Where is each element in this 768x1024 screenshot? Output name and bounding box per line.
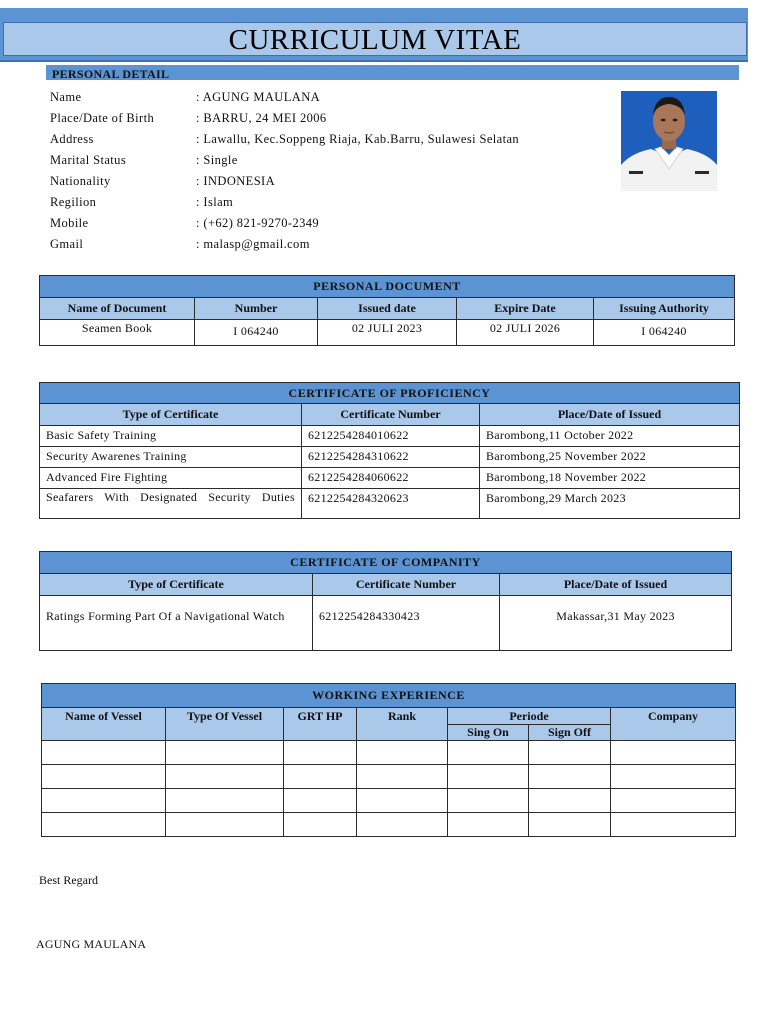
table-row (42, 813, 736, 837)
detail-row-religion (50, 194, 610, 215)
table-row (40, 489, 740, 519)
table-cell (448, 741, 529, 765)
column-header: Issued date (318, 298, 457, 320)
table-cell (166, 813, 284, 837)
certificate-proficiency-heading: CERTIFICATE OF PROFICIENCY (40, 383, 740, 404)
detail-label: Address (50, 132, 94, 146)
detail-value: : AGUNG MAULANA (196, 90, 321, 104)
detail-row-address (50, 131, 610, 152)
table-row (42, 765, 736, 789)
detail-row-birth (50, 110, 610, 131)
table-header-row (42, 708, 736, 725)
closing-text: Best Regard (39, 873, 98, 887)
table-cell: 6212254284310622 (302, 447, 480, 468)
certificate-competency-table (39, 551, 732, 651)
table-cell: I 064240 (195, 320, 318, 346)
table-cell: 6212254284330423 (313, 596, 500, 651)
table-cell: 02 JULI 2026 (457, 320, 594, 346)
table-cell: Ratings Forming Part Of a Navigational Watch (40, 596, 313, 651)
detail-value: : (+62) 821-9270-2349 (196, 216, 320, 230)
table-cell (166, 789, 284, 813)
detail-label: Place/Date of Birth (50, 111, 155, 125)
table-cell (611, 765, 736, 789)
detail-value: : malasp@gmail.com (196, 237, 310, 251)
table-cell: Barombong,29 March 2023 (480, 489, 740, 519)
table-cell (611, 789, 736, 813)
table-row (42, 789, 736, 813)
table-row (40, 596, 732, 651)
table-cell: 6212254284060622 (302, 468, 480, 489)
table-cell (284, 789, 357, 813)
table-cell (529, 813, 611, 837)
detail-value: : Single (196, 153, 238, 167)
detail-row-nationality (50, 173, 610, 194)
detail-label: Marital Status (50, 153, 127, 167)
table-header-row (40, 404, 740, 426)
column-header: Place/Date of Issued (500, 574, 732, 596)
column-header: Certificate Number (313, 574, 500, 596)
table-cell: Basic Safety Training (40, 426, 302, 447)
column-header: Company (611, 708, 736, 741)
table-cell: Barombong,11 October 2022 (480, 426, 740, 447)
table-cell: Barombong,18 November 2022 (480, 468, 740, 489)
table-cell (166, 765, 284, 789)
table-cell: Seamen Book (40, 320, 195, 346)
column-header: Type of Certificate (40, 574, 313, 596)
column-subheader: Sign Off (529, 725, 611, 741)
certificate-competency-heading: CERTIFICATE OF COMPANITY (40, 552, 732, 574)
column-header: Rank (357, 708, 448, 741)
detail-label: Gmail (50, 237, 84, 251)
detail-row-gmail (50, 236, 610, 257)
table-cell (529, 789, 611, 813)
table-cell: Security Awarenes Training (40, 447, 302, 468)
working-experience-heading: WORKING EXPERIENCE (42, 684, 736, 708)
profile-photo (621, 91, 717, 191)
page-title: CURRICULUM VITAE (228, 24, 522, 56)
detail-label: Mobile (50, 216, 89, 230)
table-cell (166, 741, 284, 765)
profile-photo-illustration (621, 91, 717, 191)
detail-label: Regilion (50, 195, 97, 209)
table-cell: Seafarers With Designated Security Duties (40, 489, 302, 519)
table-cell (448, 789, 529, 813)
table-cell: 02 JULI 2023 (318, 320, 457, 346)
table-cell (611, 813, 736, 837)
detail-label: Name (50, 90, 82, 104)
table-cell (42, 765, 166, 789)
working-experience-table (41, 683, 736, 837)
detail-row-marital (50, 152, 610, 173)
detail-value: : INDONESIA (196, 174, 276, 188)
table-row (42, 741, 736, 765)
column-header: GRT HP (284, 708, 357, 741)
table-cell (42, 813, 166, 837)
table-row (40, 447, 740, 468)
table-cell (529, 765, 611, 789)
table-cell (357, 741, 448, 765)
table-cell (284, 765, 357, 789)
detail-label: Nationality (50, 174, 111, 188)
table-cell (529, 741, 611, 765)
column-header: Place/Date of Issued (480, 404, 740, 426)
table-row (40, 320, 735, 346)
column-header: Periode (448, 708, 611, 725)
table-cell: 6212254284010622 (302, 426, 480, 447)
table-header-row (40, 574, 732, 596)
detail-row-name (50, 89, 610, 110)
table-cell (284, 741, 357, 765)
table-cell: 6212254284320623 (302, 489, 480, 519)
column-header: Certificate Number (302, 404, 480, 426)
personal-document-table (39, 275, 735, 346)
certificate-proficiency-table (39, 382, 740, 519)
detail-value: : BARRU, 24 MEI 2006 (196, 111, 327, 125)
column-header: Expire Date (457, 298, 594, 320)
table-cell (448, 813, 529, 837)
table-cell: I 064240 (594, 320, 735, 346)
table-cell (284, 813, 357, 837)
table-cell (448, 765, 529, 789)
personal-detail-heading-bar (46, 65, 739, 80)
table-cell (357, 813, 448, 837)
column-header: Issuing Authority (594, 298, 735, 320)
title-box (3, 22, 747, 56)
table-cell: Makassar,31 May 2023 (500, 596, 732, 651)
table-cell: Barombong,25 November 2022 (480, 447, 740, 468)
table-row (40, 426, 740, 447)
table-cell: Advanced Fire Fighting (40, 468, 302, 489)
table-cell (42, 789, 166, 813)
table-row (40, 468, 740, 489)
column-header: Name of Document (40, 298, 195, 320)
table-cell (42, 741, 166, 765)
detail-value: : Islam (196, 195, 234, 209)
table-header-row (40, 298, 735, 320)
column-header: Name of Vessel (42, 708, 166, 741)
detail-value: : Lawallu, Kec.Soppeng Riaja, Kab.Barru, Sulawesi Selatan (196, 132, 520, 146)
table-cell (611, 741, 736, 765)
personal-detail-list (50, 89, 610, 257)
signature-name: AGUNG MAULANA (36, 937, 147, 951)
column-header: Type of Certificate (40, 404, 302, 426)
personal-detail-heading: PERSONAL DETAIL (52, 67, 170, 81)
header-divider (0, 60, 748, 62)
column-header: Number (195, 298, 318, 320)
table-cell (357, 789, 448, 813)
column-header: Type Of Vessel (166, 708, 284, 741)
table-cell (357, 765, 448, 789)
detail-row-mobile (50, 215, 610, 236)
personal-document-heading: PERSONAL DOCUMENT (40, 276, 735, 298)
column-subheader: Sing On (448, 725, 529, 741)
